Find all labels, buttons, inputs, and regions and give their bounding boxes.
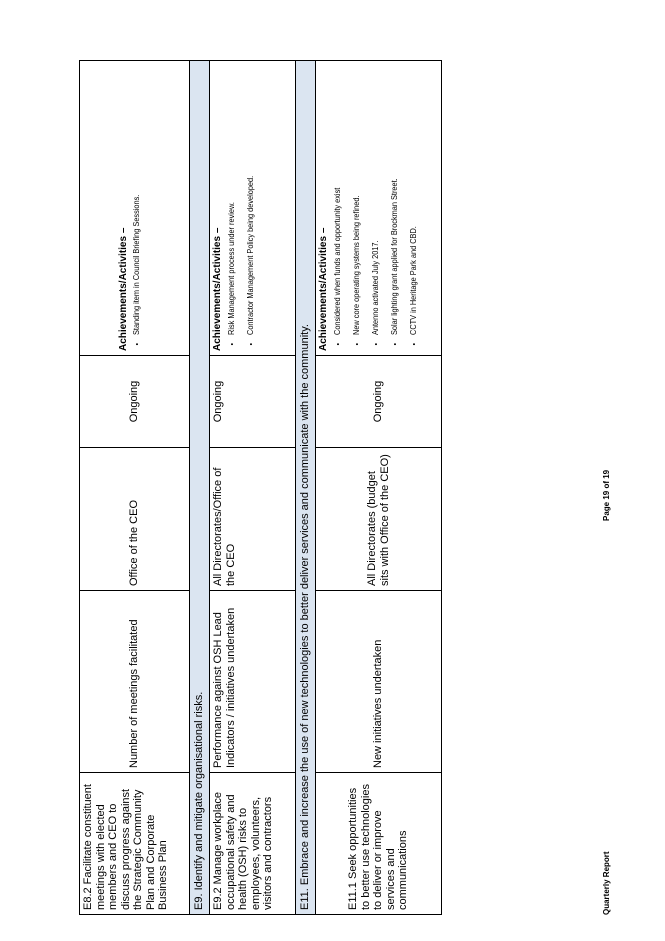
achievements-cell	[316, 61, 442, 356]
page-number: Page 19 of 19	[602, 469, 611, 521]
description-cell: E11.1 Seek opportunities to better use technologies to deliver or improve services and communications	[316, 773, 442, 915]
description-cell: E9.2 Manage workplace occupational safety and health (OSH) risks to employees, volunteers, visitors and contractors	[210, 773, 296, 915]
timeframe-cell: Ongoing	[210, 356, 296, 448]
responsibility-cell: All Directorates (budget sits with Office of the CEO)	[316, 448, 442, 591]
footer-document-title: Quarterly Report	[602, 851, 611, 915]
section-band	[296, 61, 316, 915]
section-band	[190, 61, 210, 915]
responsibility-cell: All Directorates/Office of the CEO	[210, 448, 296, 591]
list-item: • Antenno activated July 2017.	[371, 87, 381, 335]
timeframe-cell: Ongoing	[316, 356, 442, 448]
table-row	[210, 61, 296, 915]
list-item: • Risk Management process under review.	[227, 87, 237, 335]
achievements-cell	[80, 61, 190, 356]
achievements-title: Achievements/Activities –	[318, 227, 329, 351]
measure-cell: Performance against OSH Lead Indicators / initiatives undertaken	[210, 591, 296, 773]
achievements-title: Achievements/Activities –	[212, 227, 223, 351]
achievements-title: Achievements/Activities –	[117, 227, 129, 351]
achievements-list	[227, 65, 256, 351]
measure-cell: Number of meetings facilitated	[80, 591, 190, 773]
table-row	[80, 61, 190, 915]
achievements-list	[132, 65, 142, 351]
list-item: • Considered when funds and opportunity exist	[333, 87, 343, 335]
achievements-cell	[210, 61, 296, 356]
responsibility-cell: Office of the CEO	[80, 448, 190, 591]
list-item: • Contractor Management Policy being developed.	[246, 87, 256, 335]
table-row	[316, 61, 442, 915]
description-cell: E8.2 Facilitate constituent meetings with elected members and CEO to discuss progress against the Strategic Community Plan and Corporate Business Plan	[80, 773, 190, 915]
measure-cell: New initiatives undertaken	[316, 591, 442, 773]
list-item: • CCTV in Heritage Park and CBD.	[409, 87, 419, 335]
list-item: • Standing item in Council Briefing Sessions.	[132, 87, 142, 335]
list-item: • New core operating systems being refined.	[352, 87, 362, 335]
timeframe-cell: Ongoing	[80, 356, 190, 448]
plan-table	[79, 60, 442, 915]
section-title: E11. Embrace and increase the use of new technologies to better deliver services and communicate with the community.	[296, 61, 316, 915]
list-item: • Solar lighting grant applied for Brockman Street.	[390, 87, 400, 335]
achievements-list	[333, 65, 419, 351]
section-title: E9. Identify and mitigate organisational risks.	[190, 61, 210, 915]
